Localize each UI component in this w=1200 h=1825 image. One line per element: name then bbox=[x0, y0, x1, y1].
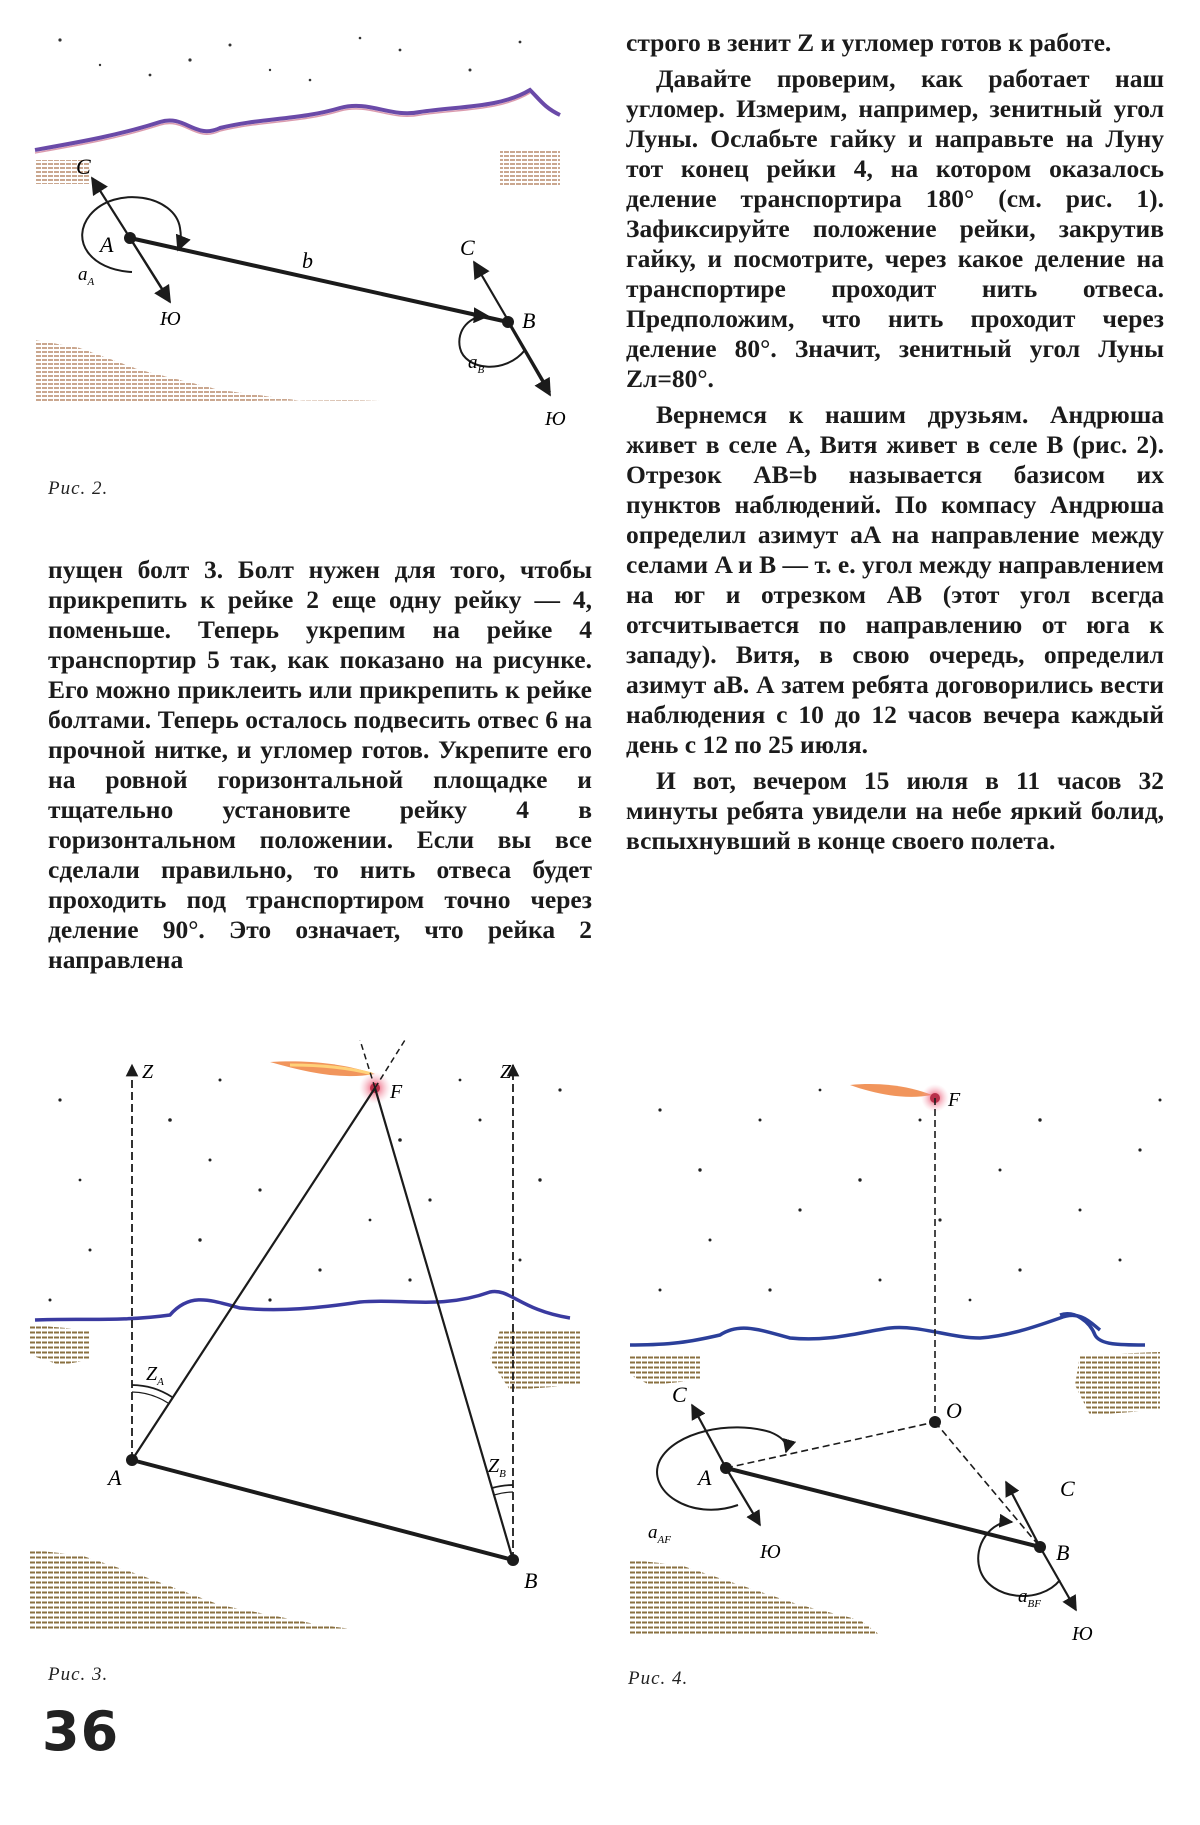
page-number: 36 bbox=[42, 1700, 120, 1763]
label-baseline: b bbox=[302, 248, 313, 273]
right-paragraph-4: И вот, вечером 15 июля в 11 часов 32 минуты ребята увидели на небе яркий болид, вспыхнувший в конце своего полета. bbox=[626, 766, 1164, 855]
label-south-a: Ю bbox=[760, 1541, 781, 1563]
field-hatch bbox=[30, 1550, 360, 1630]
label-north-b: C bbox=[460, 235, 475, 260]
field-hatch bbox=[35, 340, 380, 402]
label-point-o: O bbox=[946, 1398, 962, 1423]
label-point-a: A bbox=[698, 1465, 712, 1490]
right-paragraph-3: Вернемся к нашим друзьям. Андрюша живет в селе A, Витя живет в селе B (рис. 2). Отрезок AB=b называется базисом их пунктов наблюдений. По компасу Андрюша определил азимут aA на направление между селами A и B — т. е. угол между направлением на юг и отрезком AB (этот угол всегда отсчитывается по направлению от юга к западу). Витя, в свою очередь, определил азимут aB. А затем ребята договорились вести наблюдения с 10 до 12 часов вечера каждый день с 12 по 25 июля. bbox=[626, 400, 1164, 759]
star-field bbox=[49, 1079, 562, 1302]
figure-3 bbox=[20, 1040, 600, 1680]
field-hatch bbox=[630, 1560, 880, 1635]
point-a-dot bbox=[126, 1454, 138, 1466]
right-paragraph-1: строго в зенит Z и угломер готов к работе. bbox=[626, 28, 1112, 57]
baseline-ab bbox=[132, 1460, 513, 1560]
label-angle-b: $Z_B$ bbox=[488, 1455, 506, 1480]
left-column bbox=[48, 555, 592, 975]
label-south-a: Ю bbox=[160, 308, 181, 330]
right-column bbox=[626, 28, 1164, 856]
label-point-a: A bbox=[100, 232, 114, 257]
label-zenith-b: Z bbox=[500, 1061, 512, 1083]
label-fireball: F bbox=[948, 1089, 961, 1111]
point-o-dot bbox=[929, 1416, 941, 1428]
label-azimuth-b: $a_B$ bbox=[468, 352, 485, 376]
label-north-b: C bbox=[1060, 1476, 1075, 1501]
figure-2 bbox=[20, 30, 580, 470]
label-point-b: B bbox=[1056, 1540, 1070, 1565]
star-field bbox=[58, 37, 521, 82]
label-north-a: C bbox=[672, 1382, 687, 1407]
figure-4 bbox=[620, 1060, 1180, 1680]
label-point-b: B bbox=[524, 1568, 538, 1593]
left-paragraph-1: пущен болт 3. Болт нужен для того, чтобы прикрепить к рейке 2 еще одну рейку — 4, поменьше. Теперь укрепим на рейке 4 транспортир 5 так, как показано на рисунке. Его можно приклеить или прикрепить к рейке болтами. Теперь осталось подвесить отвес 6 на прочной нитке, и угломер готов. Укрепите его на ровной горизонтальной площадке и тщательно установите рейку 4 в горизонтальном положении. Если вы все сделали правильно, то нить отвеса будет проходить под транспортиром точно через деление 90°. Это означает, что рейка 2 направлена bbox=[48, 555, 592, 974]
baseline-ab bbox=[130, 238, 508, 322]
label-point-b: B bbox=[522, 308, 536, 333]
horizon-line bbox=[35, 1292, 570, 1320]
label-fireball: F bbox=[390, 1081, 403, 1103]
figure-3-caption: Рис. 3. bbox=[48, 1664, 109, 1685]
point-b-dot bbox=[507, 1554, 519, 1566]
figure-2-caption: Рис. 2. bbox=[48, 478, 109, 499]
label-angle-a: $Z_A$ bbox=[146, 1363, 164, 1388]
label-north-a: C bbox=[76, 154, 91, 179]
label-zenith-a: Z bbox=[142, 1061, 154, 1083]
right-paragraph-2: Давайте проверим, как работает наш угломер. Измерим, например, зенитный угол Луны. Ослабьте гайку и направьте на Луну тот конец рейки 4, на котором оказалось деление транспортира 180° (см. рис. 1). Зафиксируйте положение рейки, закрутив гайку, и посмотрите, через какое деление на транспортире проходит нить отвеса. Предположим, что нить проходит через деление 80°. Значит, зенитный угол Луны Zл=80°. bbox=[626, 64, 1164, 393]
label-point-a: A bbox=[108, 1465, 122, 1490]
village-hatch bbox=[500, 150, 560, 186]
star-field bbox=[658, 1089, 1161, 1302]
fireball-trail bbox=[270, 1061, 375, 1076]
label-azimuth-b: $a_{BF}$ bbox=[1018, 1586, 1041, 1610]
figure-4-caption: Рис. 4. bbox=[628, 1668, 689, 1689]
label-azimuth-a: $a_{AF}$ bbox=[648, 1522, 671, 1546]
label-south-b: Ю bbox=[545, 408, 566, 430]
horizon-line bbox=[630, 1315, 1100, 1345]
label-azimuth-a: $a_A$ bbox=[78, 264, 95, 288]
fireball-trail bbox=[850, 1084, 932, 1097]
baseline-ab bbox=[726, 1468, 1040, 1547]
label-south-b: Ю bbox=[1072, 1623, 1093, 1645]
